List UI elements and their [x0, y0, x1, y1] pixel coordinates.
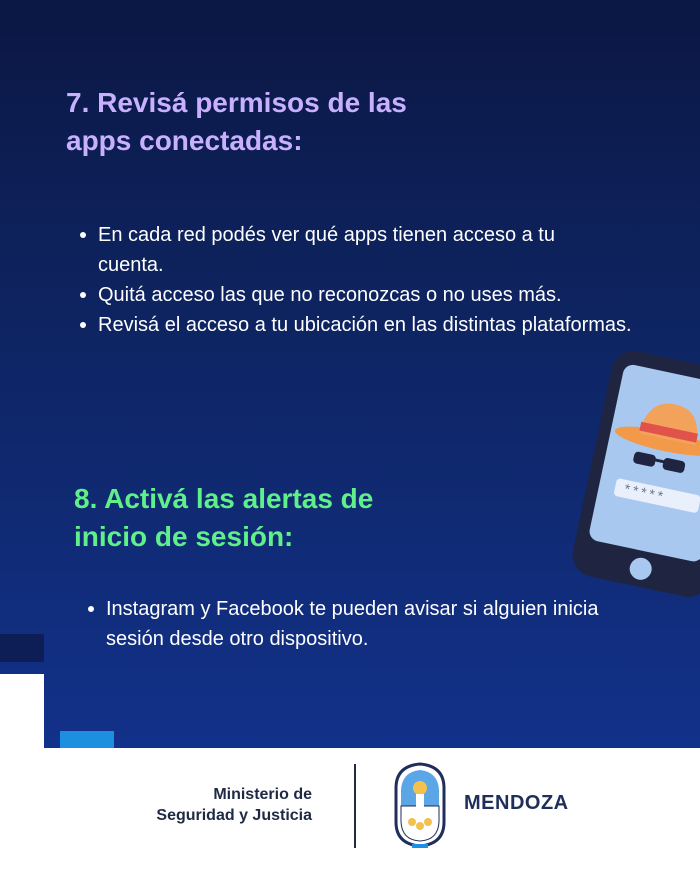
- section-7-list: [78, 220, 638, 340]
- decorative-block: [0, 674, 44, 748]
- decorative-block: [60, 731, 114, 748]
- ministry-logo-text: [156, 784, 312, 826]
- section-8-title-line-1: 8. Activá las alertas de: [74, 483, 374, 514]
- mendoza-emblem-icon: [388, 760, 452, 850]
- section-7-title-line-2: apps conectadas:: [66, 125, 303, 156]
- ministry-line-1: Ministerio de: [213, 786, 312, 803]
- phone-hacker-icon: [572, 338, 700, 598]
- section-8-title-line-2: inicio de sesión:: [74, 521, 294, 552]
- decorative-block: [0, 634, 44, 662]
- password-mask: *****: [620, 482, 666, 507]
- province-name: MENDOZA: [464, 792, 569, 814]
- divider: [354, 764, 356, 848]
- section-7-title: [66, 84, 486, 160]
- ministry-line-2: Seguridad y Justicia: [156, 807, 312, 824]
- footer: [0, 748, 700, 875]
- list-item: En cada red podés ver qué apps tienen acceso a tu cuenta.: [78, 220, 638, 280]
- section-8-list: [86, 594, 626, 654]
- section-8-title: [74, 480, 494, 556]
- section-7-title-line-1: 7. Revisá permisos de las: [66, 87, 407, 118]
- list-item: Instagram y Facebook te pueden avisar si alguien inicia sesión desde otro dispositivo.: [86, 594, 626, 654]
- list-item: Revisá el acceso a tu ubicación en las distintas plataformas.: [78, 310, 638, 340]
- list-item: Quitá acceso las que no reconozcas o no uses más.: [78, 280, 638, 310]
